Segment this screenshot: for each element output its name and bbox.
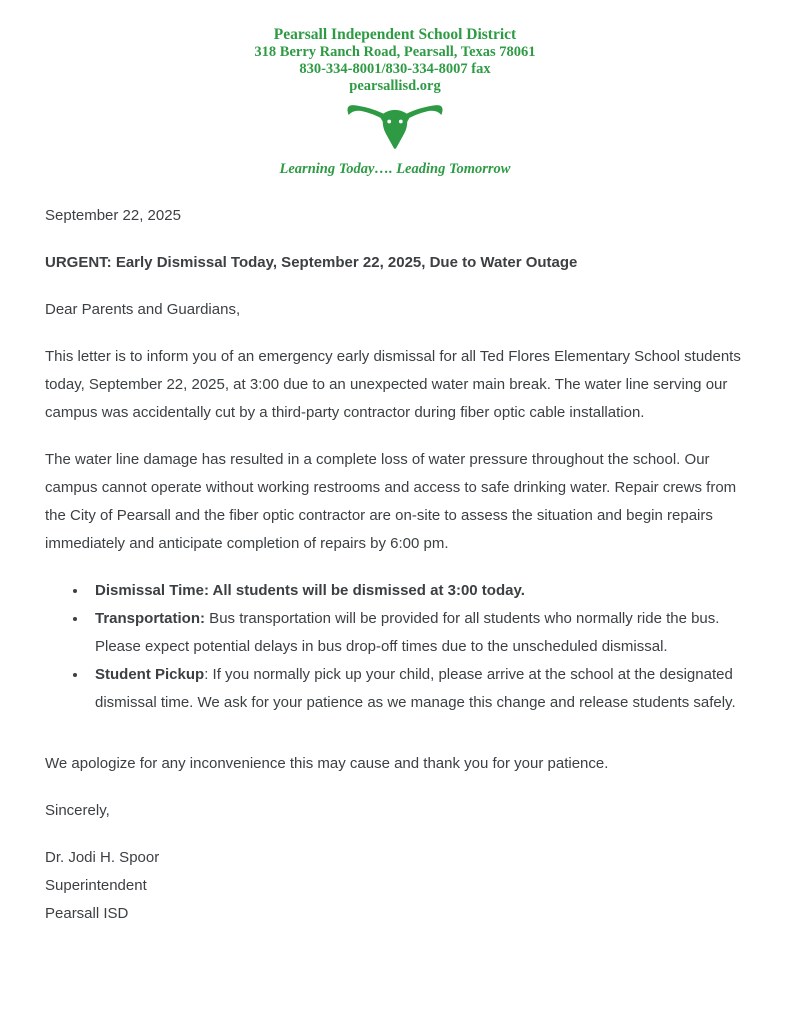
bullet-rest-text: Bus transportation will be provided for all students who normally ride the bus. Please expect potential delays in bus drop-off times due to the unscheduled dismissal.: [95, 610, 720, 655]
signature-name: Dr. Jodi H. Spoor: [45, 849, 160, 866]
bullet-bold-text: Transportation:: [95, 610, 206, 627]
signature-block: [45, 797, 745, 928]
dismissal-details-list: [45, 577, 745, 717]
district-address: 318 Berry Ranch Road, Pearsall, Texas 78061: [254, 44, 536, 60]
paragraph-damage-details: The water line damage has resulted in a complete loss of water pressure throughout the school. Our campus cannot operate without working restrooms and access to safe drinking water. Repair crews from the City of Pearsall and the fiber optic contractor are on-site to assess the situation and begin repairs immediately and anticipate completion of repairs by 6:00 pm.: [45, 451, 737, 552]
letter-date: September 22, 2025: [45, 207, 181, 224]
longhorn-icon: [343, 99, 447, 157]
bullet-bold-text: Student Pickup: [95, 666, 205, 683]
paragraph-dismissal-notice: This letter is to inform you of an emergency early dismissal for all Ted Flores Elementary School students today, September 22, 2025, at 3:00 due to an unexpected water main break. The water line serving our campus was accidentally cut by a third-party contractor during fiber optic cable installation.: [45, 348, 741, 421]
sign-off: Sincerely,: [45, 802, 110, 819]
signature-org: Pearsall ISD: [45, 905, 129, 922]
signature-title: Superintendent: [45, 877, 147, 894]
district-name: Pearsall Independent School District: [273, 26, 517, 43]
closing-paragraph: We apologize for any inconvenience this may cause and thank you for your patience.: [45, 755, 609, 772]
bullet-rest-text: : If you normally pick up your child, please arrive at the school at the designated dismissal time. We ask for your patience as we manage this change and release students safely.: [95, 666, 736, 711]
bullet-bold-text: Dismissal Time: All students will be dismissed at 3:00 today.: [95, 582, 525, 599]
list-item-transportation: [88, 605, 745, 661]
letter-body: [45, 202, 745, 928]
salutation: Dear Parents and Guardians,: [45, 301, 241, 318]
district-phone-fax: 830-334-8001/830-334-8007 fax: [299, 61, 491, 77]
district-website: pearsallisd.org: [349, 78, 441, 94]
list-item-student-pickup: [88, 661, 745, 717]
subject-line: URGENT: Early Dismissal Today, September 22, 2025, Due to Water Outage: [45, 254, 578, 271]
letterhead: [45, 26, 745, 178]
list-item-dismissal-time: [88, 577, 745, 605]
district-tagline: Learning Today…. Leading Tomorrow: [279, 161, 511, 177]
